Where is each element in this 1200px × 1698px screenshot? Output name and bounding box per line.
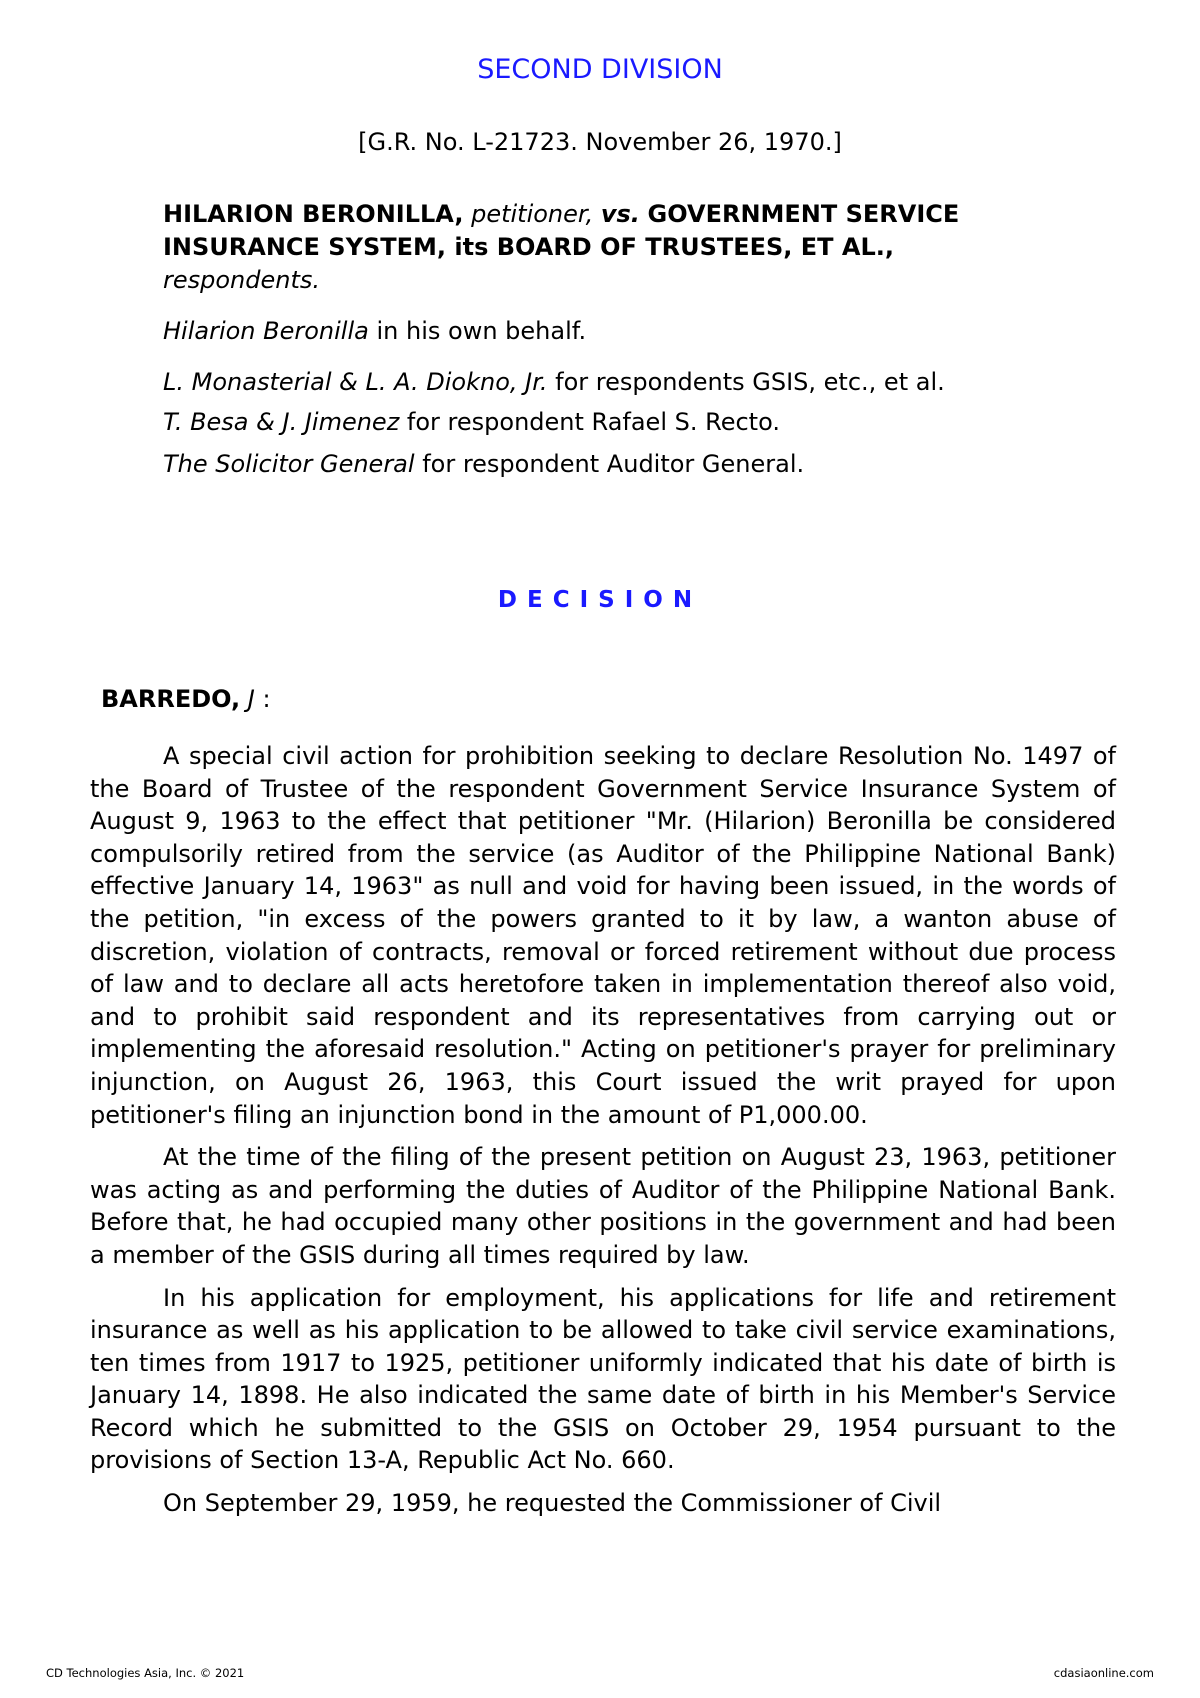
counsel-role: in his own behalf. bbox=[368, 317, 587, 345]
petitioner-role: petitioner, bbox=[471, 200, 594, 228]
ponente-suffix: : bbox=[254, 685, 271, 713]
counsel-line bbox=[163, 407, 1063, 437]
counsel-name: The Solicitor General bbox=[163, 450, 415, 478]
case-number: [G.R. No. L-21723. November 26, 1970.] bbox=[358, 128, 842, 156]
decision-body bbox=[90, 740, 1116, 1530]
counsel-name: T. Besa & J. Jimenez bbox=[163, 408, 400, 436]
counsel-line bbox=[163, 449, 1063, 479]
footer-website: cdasiaonline.com bbox=[1053, 1666, 1154, 1680]
ponente bbox=[101, 685, 271, 713]
paragraph: On September 29, 1959, he requested the Commissioner of Civil bbox=[163, 1489, 942, 1518]
respondents-role: respondents. bbox=[163, 266, 321, 294]
division-heading: SECOND DIVISION bbox=[477, 54, 723, 85]
versus: vs. bbox=[600, 200, 640, 228]
decision-heading: DECISION bbox=[497, 587, 703, 613]
counsel-name: L. Monasterial & L. A. Diokno, Jr. bbox=[163, 368, 548, 396]
ponente-name: BARREDO, bbox=[101, 685, 241, 713]
counsel-role: for respondent Rafael S. Recto. bbox=[399, 408, 780, 436]
paragraph: In his application for employment, his applications for life and retirement insurance as well as his application to be allowed to take civil service examinations, ten times from 1917 to 1925, petitioner uniformly indicated that his date of birth is January 14, 1898. He also indicated the same date of birth in his Member's Service Record which he submitted to the GSIS on October 29, 1954 pursuant to the provisions of Section 13-A, Republic Act No. 660. bbox=[90, 1283, 1116, 1475]
counsel-role: for respondent Auditor General. bbox=[414, 450, 805, 478]
ponente-title: J bbox=[247, 685, 255, 713]
counsel-line bbox=[163, 316, 1063, 346]
counsel-line bbox=[163, 367, 1063, 397]
paragraph: A special civil action for prohibition seeking to declare Resolution No. 1497 of the Board of Trustee of the respondent Government Service Insurance System of August 9, 1963 to the effect that petitioner "Mr. (Hilarion) Beronilla be considered compulsorily retired from the service (as Auditor of the Philippine National Bank) effective January 14, 1963" as null and void for having been issued, in the words of the petition, "in excess of the powers granted to it by law, a wanton abuse of discretion, violation of contracts, removal or forced retirement without due process of law and to declare all acts heretofore taken in implementation thereof also void, and to prohibit said respondent and its representatives from carrying out or implementing the aforesaid resolution." Acting on petitioner's prayer for preliminary injunction, on August 26, 1963, this Court issued the writ prayed for upon petitioner's filing an injunction bond in the amount of P1,000.00. bbox=[90, 742, 1116, 1129]
petitioner-name: HILARION BERONILLA, bbox=[163, 200, 464, 228]
case-title bbox=[163, 198, 1063, 297]
respondents-name: GOVERNMENT SERVICE INSURANCE SYSTEM, its BOARD OF TRUSTEES, ET AL., bbox=[163, 200, 960, 261]
footer-copyright: CD Technologies Asia, Inc. © 2021 bbox=[46, 1666, 245, 1680]
counsel-name: Hilarion Beronilla bbox=[163, 317, 369, 345]
paragraph: At the time of the filing of the present petition on August 23, 1963, petitioner was acting as and performing the duties of Auditor of the Philippine National Bank. Before that, he had occupied many other positions in the government and had been a member of the GSIS during all times required by law. bbox=[90, 1143, 1116, 1269]
counsel-role: for respondents GSIS, etc., et al. bbox=[547, 368, 945, 396]
